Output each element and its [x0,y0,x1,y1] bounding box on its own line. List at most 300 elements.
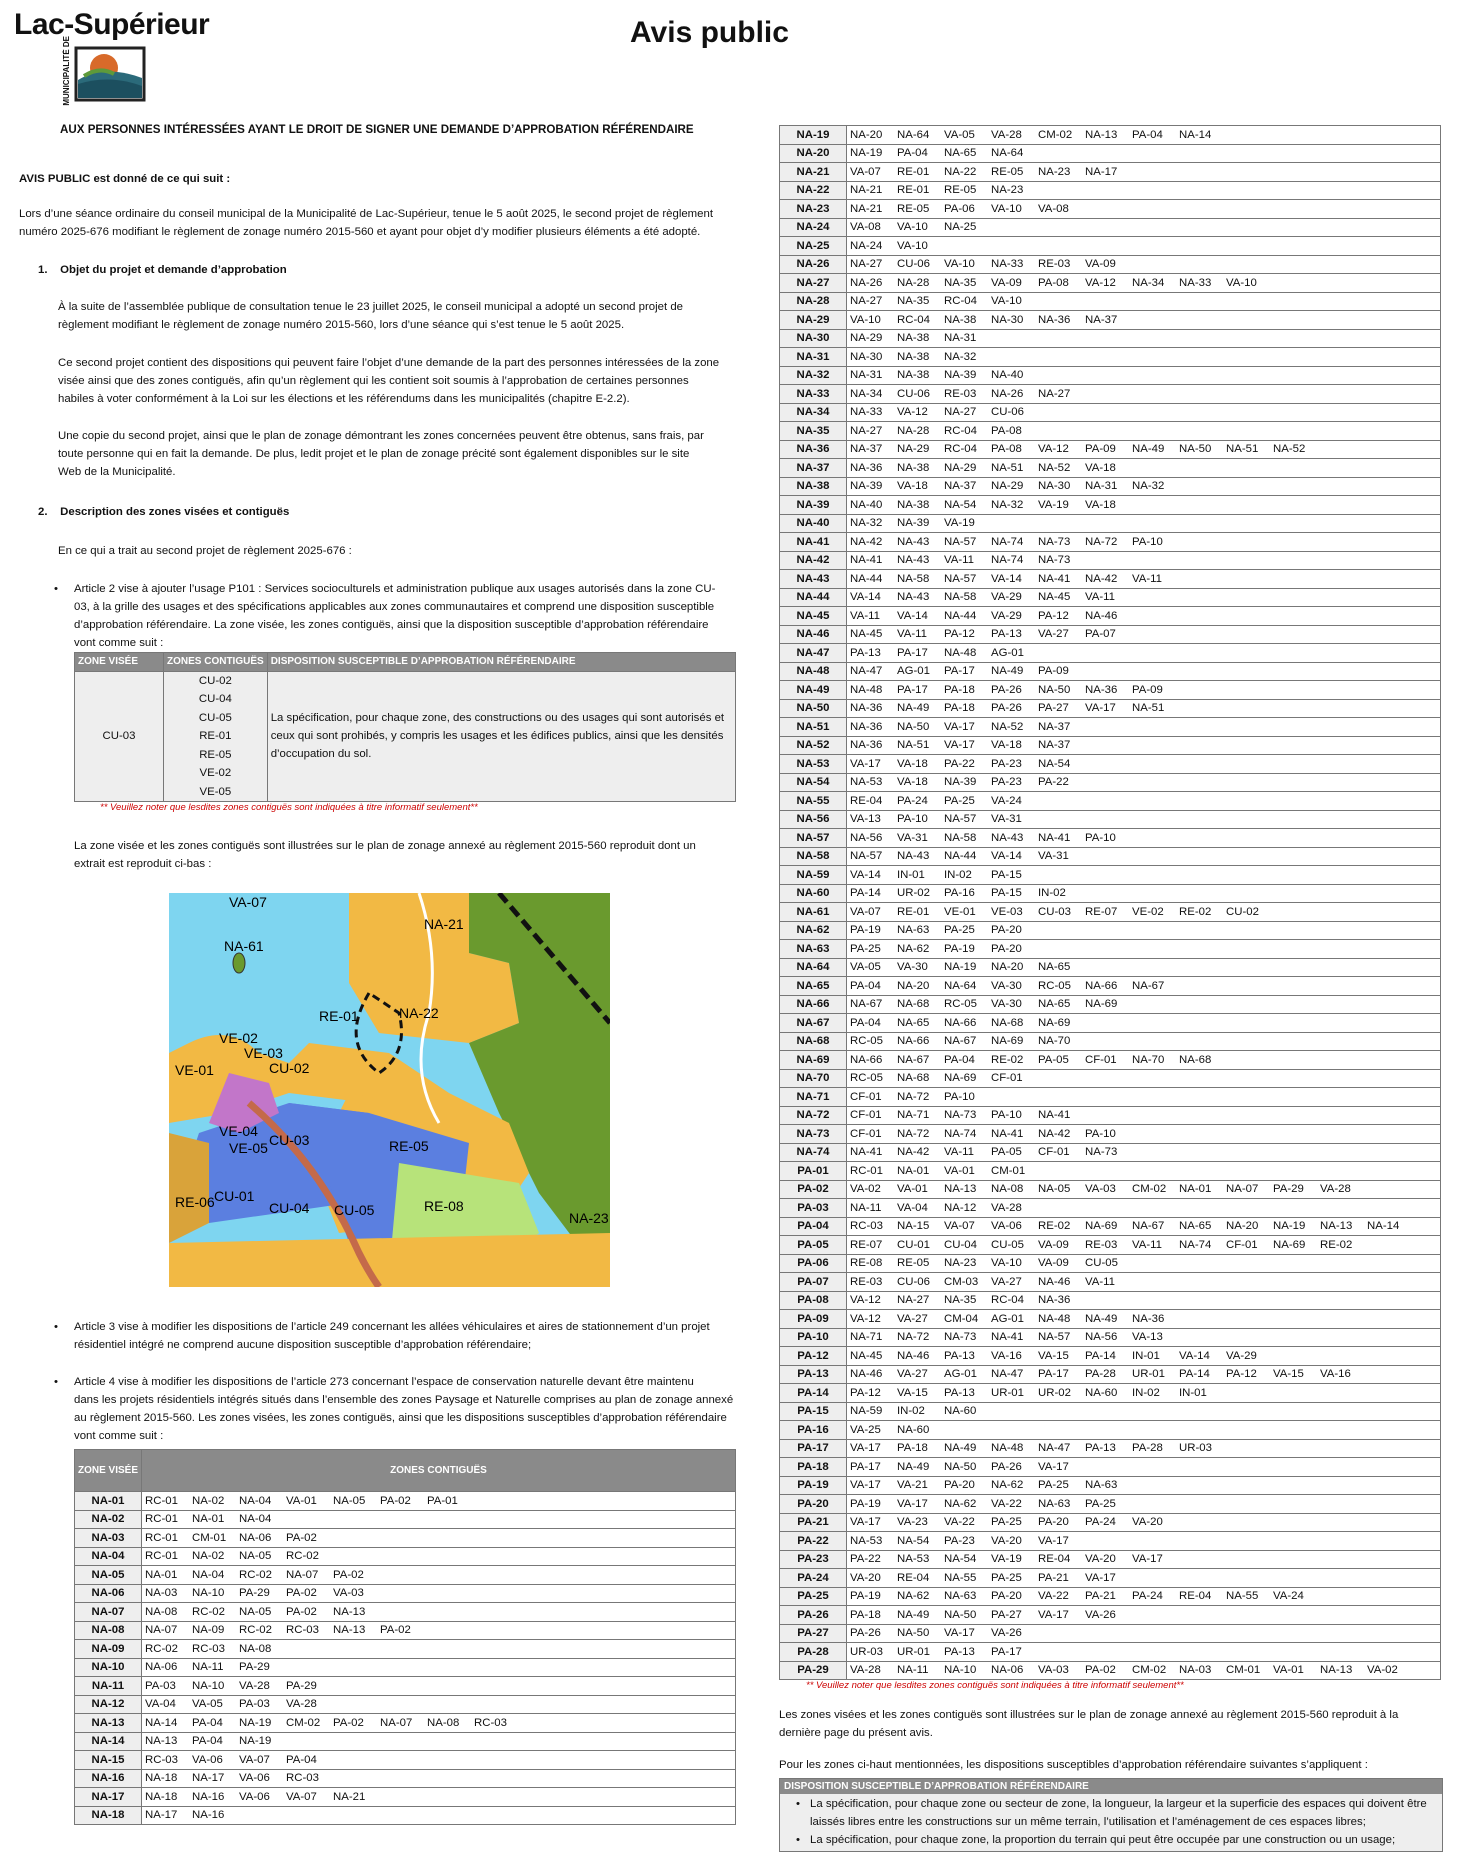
table-row [780,292,1441,311]
table-row [75,1510,736,1529]
table-row [780,1328,1441,1347]
table-row [780,1273,1441,1292]
zones-contigues-cell: NA-18 NA-16 VA-06 VA-07 NA-21 [142,1788,736,1807]
zone-visee-cell: NA-67 [780,1014,847,1033]
table-row [75,1529,736,1548]
disposition-item: La spécification, pour chaque zone, la proportion du terrain qui peut être occupée par une construction ou un usage; [810,1834,1396,1846]
zone-visee-cell: NA-42 [780,551,847,570]
zone-visee-cell: NA-38 [780,477,847,496]
table-row [780,1550,1441,1569]
zones-contigues-cell: NA-45 NA-46 PA-13 VA-16 VA-15 PA-14 IN-01 VA-14 VA-29 [847,1347,1441,1366]
table-row [780,163,1441,182]
t2-header-contig: ZONES CONTIGUËS [142,1450,736,1492]
table-row [780,403,1441,422]
zones-contigues-cell: VA-05 VA-30 NA-19 NA-20 NA-65 [847,958,1441,977]
table-row [780,1032,1441,1051]
table-row [780,718,1441,737]
zones-contigues-cell: NA-08 RC-02 NA-05 PA-02 NA-13 [142,1603,736,1622]
zones-contigues-cell: PA-25 NA-62 PA-19 PA-20 [847,940,1441,959]
section-1-paragraph-1: À la suite de l’assemblée publique de consultation tenue le 23 juillet 2025, le conseil municipal a adopté un second projet de règlement modifiant le règlement de zonage numéro 2015-560, lors d’une séance qui s’est tenue le 5 août 2025. [58,301,684,331]
zones-contigues-cell: PA-26 NA-50 VA-17 VA-26 [847,1624,1441,1643]
map-label: RE-05 [389,1138,429,1154]
article-4-table-right [779,125,1441,1680]
table-row [780,1162,1441,1181]
zone-visee-cell: PA-05 [780,1236,847,1255]
zones-contigues-cell: NA-34 CU-06 RE-03 NA-26 NA-27 [847,385,1441,404]
zones-contigues-cell: VA-13 PA-10 NA-57 VA-31 [847,810,1441,829]
table-row [780,681,1441,700]
zones-contigues-cell: RC-02 RC-03 NA-08 [142,1640,736,1659]
zones-contigues-cell: VA-07 RE-01 NA-22 RE-05 NA-23 NA-17 [847,163,1441,182]
zone-visee-cell: NA-27 [780,274,847,293]
zone-visee-cell: NA-63 [780,940,847,959]
zone-visee-cell: NA-62 [780,921,847,940]
zones-contigues-cell: VA-20 RE-04 NA-55 PA-25 PA-21 VA-17 [847,1569,1441,1588]
zone-visee-cell: NA-23 [780,200,847,219]
map-label: VE-05 [229,1140,268,1156]
table-row [780,1088,1441,1107]
table-row [780,1347,1441,1366]
table-row [75,1547,736,1566]
zone-visee-cell: NA-25 [780,237,847,256]
table-row [780,255,1441,274]
zones-contigues-cell: NA-66 NA-67 PA-04 RE-02 PA-05 CF-01 NA-70 NA-68 [847,1051,1441,1070]
zone-visee-cell: NA-68 [780,1032,847,1051]
table-row [780,1421,1441,1440]
article-2-table [74,652,736,802]
zone-visee-cell: NA-74 [780,1143,847,1162]
table-row [780,736,1441,755]
zones-contigues-cell: UR-03 UR-01 PA-13 PA-17 [847,1643,1441,1662]
table-row [780,1495,1441,1514]
table-row [75,1732,736,1751]
zone-visee-cell: NA-46 [780,625,847,644]
zones-contigues-cell: NA-30 NA-38 NA-32 [847,348,1441,367]
zones-contigues-cell: NA-53 NA-54 PA-23 VA-20 VA-17 [847,1532,1441,1551]
zone-visee-cell: PA-19 [780,1476,847,1495]
map-label: NA-61 [224,938,264,954]
table-row [780,699,1441,718]
table-row [75,1566,736,1585]
map-label: VE-04 [219,1123,258,1139]
zone-visee-cell: PA-24 [780,1569,847,1588]
t2-header-zone: ZONE VISÉE [75,1450,142,1492]
zones-contigues-cell: NA-29 NA-38 NA-31 [847,329,1441,348]
table-row [780,144,1441,163]
zones-contigues-cell: RE-07 CU-01 CU-04 CU-05 VA-09 RE-03 VA-11 NA-74 CF-01 NA-69 RE-02 [847,1236,1441,1255]
zones-contigues-cell: PA-17 NA-49 NA-50 PA-26 VA-17 [847,1458,1441,1477]
zone-visee-cell: NA-10 [75,1658,142,1677]
zones-contigues-cell: VA-10 RC-04 NA-38 NA-30 NA-36 NA-37 [847,311,1441,330]
map-label: VE-01 [175,1062,214,1078]
table-row [780,829,1441,848]
table-row [780,1384,1441,1403]
zone-visee-cell: NA-48 [780,662,847,681]
zone-visee-cell: NA-49 [780,681,847,700]
zone-visee-cell: PA-29 [780,1661,847,1680]
zone-visee-cell: NA-61 [780,903,847,922]
table-row [780,1125,1441,1144]
zone-visee-cell: NA-21 [780,163,847,182]
table-row [780,1180,1441,1199]
table-row [780,200,1441,219]
zones-contigues-cell: NA-26 NA-28 NA-35 VA-09 PA-08 VA-12 NA-34 NA-33 VA-10 [847,274,1441,293]
zone-visee-cell: NA-04 [75,1547,142,1566]
zones-contigues-cell: RC-05 NA-68 NA-69 CF-01 [847,1069,1441,1088]
table-row [780,1254,1441,1273]
table-row [780,1217,1441,1236]
zone-visee-cell: NA-29 [780,311,847,330]
municipality-logo-name: Lac-Supérieur [14,8,210,41]
zone-visee-cell: NA-69 [780,1051,847,1070]
zone-visee-cell: PA-12 [780,1347,847,1366]
zone-visee-cell: PA-25 [780,1587,847,1606]
zones-contigues-cell: NA-41 NA-43 VA-11 NA-74 NA-73 [847,551,1441,570]
table-row [780,662,1441,681]
municipality-logo-icon [74,46,146,102]
zones-contigues-cell: NA-13 PA-04 NA-19 [142,1732,736,1751]
zones-contigues-cell: VA-12 NA-27 NA-35 RC-04 NA-36 [847,1291,1441,1310]
table-row [780,1291,1441,1310]
zone-visee-cell: NA-14 [75,1732,142,1751]
article-4-table-left [74,1449,736,1825]
zone-visee-cell: PA-17 [780,1439,847,1458]
zones-contigues-cell: VA-14 NA-43 NA-58 VA-29 NA-45 VA-11 [847,588,1441,607]
table-row [780,459,1441,478]
zones-contigues-cell: VA-07 RE-01 VE-01 VE-03 CU-03 RE-07 VE-02 RE-02 CU-02 [847,903,1441,922]
zone-visee-cell: NA-50 [780,699,847,718]
zone-visee-cell: NA-55 [780,792,847,811]
zone-visee-cell: PA-22 [780,1532,847,1551]
zones-contigues-cell: VA-04 VA-05 PA-03 VA-28 [142,1695,736,1714]
zoning-map [169,893,610,1287]
zones-contigues-cell: NA-47 AG-01 PA-17 NA-49 PA-09 [847,662,1441,681]
table-row [780,866,1441,885]
zone-visee-cell: PA-09 [780,1310,847,1329]
table-row [780,1365,1441,1384]
table-row [780,1310,1441,1329]
zones-contigues-cell: NA-03 NA-10 PA-29 PA-02 VA-03 [142,1584,736,1603]
zone-visee-cell: NA-65 [780,977,847,996]
zone-visee-cell: NA-58 [780,847,847,866]
zone-visee-cell: PA-28 [780,1643,847,1662]
zones-contigues-cell: NA-59 IN-02 NA-60 [847,1402,1441,1421]
disposition-box [779,1778,1443,1852]
zone-visee-cell: NA-11 [75,1677,142,1696]
zones-contigues-cell: PA-12 VA-15 PA-13 UR-01 UR-02 NA-60 IN-02 IN-01 [847,1384,1441,1403]
table-row [780,1569,1441,1588]
table-row [780,496,1441,515]
zones-contigues-cell: NA-19 PA-04 NA-65 NA-64 [847,144,1441,163]
zone-visee-cell: NA-07 [75,1603,142,1622]
zone-visee-cell: NA-33 [780,385,847,404]
table-row [780,422,1441,441]
zone-visee-cell: NA-71 [780,1088,847,1107]
t1-contig-list: CU-02 CU-04 CU-05 RE-01 RE-05 VE-02 VE-05 [164,671,268,802]
table-row [780,940,1441,959]
zone-visee-cell: PA-03 [780,1199,847,1218]
table-row [780,1458,1441,1477]
zone-visee-cell: NA-01 [75,1492,142,1511]
zones-contigues-cell: VA-08 VA-10 NA-25 [847,218,1441,237]
zones-contigues-cell: PA-13 PA-17 NA-48 AG-01 [847,644,1441,663]
zones-contigues-cell: VA-02 VA-01 NA-13 NA-08 NA-05 VA-03 CM-02 NA-01 NA-07 PA-29 VA-28 [847,1180,1441,1199]
table-row [780,1661,1441,1680]
closing-paragraph-1: Les zones visées et les zones contiguës sont illustrées sur le plan de zonage annexé au règlement 2015-560 reproduit à la dernière page du présent avis. [779,1709,1399,1739]
map-label: CU-04 [269,1200,310,1216]
zones-contigues-cell: VA-25 NA-60 [847,1421,1441,1440]
page-title: Avis public [630,16,789,49]
table-row [780,773,1441,792]
section-2-title: 2. Description des zones visées et contiguës [38,506,290,518]
map-label: RE-08 [424,1198,464,1214]
zone-visee-cell: PA-13 [780,1365,847,1384]
zone-visee-cell: NA-37 [780,459,847,478]
map-label: CU-05 [334,1202,375,1218]
table-row [780,348,1441,367]
zones-contigues-cell: RC-01 NA-01 VA-01 CM-01 [847,1162,1441,1181]
zone-visee-cell: NA-06 [75,1584,142,1603]
article-3-bullet: • Article 3 vise à modifier les dispositions de l’article 249 concernant les allées véhiculaires et aires de stationnement d’un projet résidentiel intégré ne comprend aucune disposition susceptible d’approbation référendaire; [54,1321,710,1351]
table-row [780,588,1441,607]
table-row [780,237,1441,256]
t1-header-contig: ZONES CONTIGUËS [164,653,268,672]
zone-visee-cell: NA-64 [780,958,847,977]
zones-contigues-cell: NA-36 NA-50 VA-17 NA-52 NA-37 [847,718,1441,737]
zone-visee-cell: NA-70 [780,1069,847,1088]
zones-contigues-cell: NA-14 PA-04 NA-19 CM-02 PA-02 NA-07 NA-08 RC-03 [142,1714,736,1733]
disposition-item: La spécification, pour chaque zone ou secteur de zone, la longueur, la largeur et la superficie des espaces qui doivent être laissés libres entre les constructions sur un même terrain, l’utilisation et l’aménagement de ces espaces libres; [810,1798,1427,1828]
zone-visee-cell: NA-57 [780,829,847,848]
zone-visee-cell: NA-26 [780,255,847,274]
zone-visee-cell: NA-39 [780,496,847,515]
zones-contigues-cell: PA-18 NA-49 NA-50 PA-27 VA-17 VA-26 [847,1606,1441,1625]
table-row [780,366,1441,385]
zone-visee-cell: NA-60 [780,884,847,903]
table-row [780,958,1441,977]
zones-contigues-cell: NA-39 VA-18 NA-37 NA-29 NA-30 NA-31 NA-32 [847,477,1441,496]
zones-contigues-cell: RC-03 NA-15 VA-07 VA-06 RE-02 NA-69 NA-67 NA-65 NA-20 NA-19 NA-13 NA-14 [847,1217,1441,1236]
zones-contigues-cell: NA-27 CU-06 VA-10 NA-33 RE-03 VA-09 [847,255,1441,274]
zone-visee-cell: NA-51 [780,718,847,737]
zones-contigues-cell: PA-19 NA-62 NA-63 PA-20 VA-22 PA-21 PA-24 RE-04 NA-55 VA-24 [847,1587,1441,1606]
zone-visee-cell: NA-20 [780,144,847,163]
zones-contigues-cell: NA-20 NA-64 VA-05 VA-28 CM-02 NA-13 PA-04 NA-14 [847,126,1441,145]
map-label: VE-02 [219,1030,258,1046]
section-2-intro: En ce qui a trait au second projet de règlement 2025-676 : [58,545,352,557]
table-row [780,551,1441,570]
table-row [780,1476,1441,1495]
map-label: CU-03 [269,1132,310,1148]
table-row [75,1695,736,1714]
zones-contigues-cell: NA-32 NA-39 VA-19 [847,514,1441,533]
table-row [780,1587,1441,1606]
table-row [75,1584,736,1603]
zone-visee-cell: NA-35 [780,422,847,441]
table-row [780,1106,1441,1125]
article-2-bullet: • Article 2 vise à ajouter l’usage P101 : Services socioculturels et administration publique aux usages autorisés dans la zone CU- 03, à la grille des usages et des spécifications applicables aux zones communautaires et comprend une disposition susceptible d’approbation référendaire. La zone visée, les zones contiguës, ainsi que la disposition susceptible d’approbation référendaire vont comme suit : [54,583,716,649]
zone-visee-cell: PA-23 [780,1550,847,1569]
zone-visee-cell: NA-53 [780,755,847,774]
table-row [75,1658,736,1677]
zone-visee-cell: PA-08 [780,1291,847,1310]
zone-visee-cell: PA-07 [780,1273,847,1292]
table-row [780,218,1441,237]
zones-contigues-cell: VA-14 IN-01 IN-02 PA-15 [847,866,1441,885]
zone-visee-cell: NA-19 [780,126,847,145]
zones-contigues-cell: NA-27 NA-28 RC-04 PA-08 [847,422,1441,441]
zones-contigues-cell: NA-45 VA-11 PA-12 PA-13 VA-27 PA-07 [847,625,1441,644]
table-row [75,1640,736,1659]
table-row [780,1014,1441,1033]
zones-contigues-cell: NA-48 PA-17 PA-18 PA-26 NA-50 NA-36 PA-09 [847,681,1441,700]
zone-visee-cell: NA-47 [780,644,847,663]
zones-contigues-cell: RC-01 NA-01 NA-04 [142,1510,736,1529]
table-row [780,1532,1441,1551]
table-row [75,1788,736,1807]
zones-contigues-cell: RE-04 PA-24 PA-25 VA-24 [847,792,1441,811]
zone-visee-cell: PA-01 [780,1162,847,1181]
table-row [780,533,1441,552]
zone-visee-cell: NA-05 [75,1566,142,1585]
table-row [780,995,1441,1014]
zones-contigues-cell: PA-03 NA-10 VA-28 PA-29 [142,1677,736,1696]
zones-contigues-cell: RC-03 VA-06 VA-07 PA-04 [142,1751,736,1770]
zone-visee-cell: NA-59 [780,866,847,885]
zone-visee-cell: NA-03 [75,1529,142,1548]
zones-contigues-cell: NA-46 VA-27 AG-01 NA-47 PA-17 PA-28 UR-01 PA-14 PA-12 VA-15 VA-16 [847,1365,1441,1384]
zones-contigues-cell: NA-36 NA-38 NA-29 NA-51 NA-52 VA-18 [847,459,1441,478]
table-row [780,810,1441,829]
zones-contigues-cell: NA-42 NA-43 NA-57 NA-74 NA-73 NA-72 PA-10 [847,533,1441,552]
table-row [780,1439,1441,1458]
table-row [780,921,1441,940]
zone-visee-cell: NA-15 [75,1751,142,1770]
map-label: VA-07 [229,894,267,910]
t1-header-zone: ZONE VISÉE [75,653,164,672]
zone-visee-cell: NA-09 [75,1640,142,1659]
zones-contigues-cell: PA-04 NA-20 NA-64 VA-30 RC-05 NA-66 NA-67 [847,977,1441,996]
zone-visee-cell: PA-26 [780,1606,847,1625]
zone-visee-cell: NA-66 [780,995,847,1014]
disposition-list: • La spécification, pour chaque zone ou secteur de zone, la longueur, la largeur et la superficie des espaces qui doivent être laissés libres entre les constructions sur un même terrain, l’utilisation et l’aménagement de ces espaces libres; • La spécification, pour chaque zone, la proportion du terrain qui peut être occupée par une construction ou un usage; [780,1794,1442,1851]
zones-contigues-cell: CF-01 NA-72 NA-74 NA-41 NA-42 PA-10 [847,1125,1441,1144]
zone-visee-cell: NA-52 [780,736,847,755]
zones-contigues-cell: VA-17 VA-21 PA-20 NA-62 PA-25 NA-63 [847,1476,1441,1495]
zones-contigues-cell: NA-67 NA-68 RC-05 VA-30 NA-65 NA-69 [847,995,1441,1014]
map-label: NA-23 [569,1210,609,1226]
table-row [780,126,1441,145]
table-row [780,1236,1441,1255]
table-row [780,1624,1441,1643]
table-row [75,1492,736,1511]
zone-visee-cell: NA-44 [780,588,847,607]
table-row [780,1143,1441,1162]
zones-contigues-cell: RC-01 NA-02 NA-05 RC-02 [142,1547,736,1566]
table-row [75,1751,736,1770]
zone-visee-cell: PA-16 [780,1421,847,1440]
section-1-paragraph-2: Ce second projet contient des dispositions qui peuvent faire l’objet d’une demande de la part des personnes intéressées de la zone visée ainsi que des zones contiguës, afin qu’un règlement qui les contient soit soumis à l’approbation de certaines personnes habiles à voter conformément à la Loi sur les élections et les référendums dans les municipalités (chapitre E-2.2). [58,357,720,405]
table-row [780,1069,1441,1088]
zone-visee-cell: PA-10 [780,1328,847,1347]
table-row [780,181,1441,200]
zone-visee-cell: NA-40 [780,514,847,533]
zones-contigues-cell: NA-07 NA-09 RC-02 RC-03 NA-13 PA-02 [142,1621,736,1640]
table-row [780,385,1441,404]
table-row [780,1051,1441,1070]
table-row [75,1621,736,1640]
zone-visee-cell: PA-14 [780,1384,847,1403]
table-row [780,1199,1441,1218]
zone-visee-cell: NA-17 [75,1788,142,1807]
disposition-header: DISPOSITION SUSCEPTIBLE D’APPROBATION RÉFÉRENDAIRE [780,1779,1442,1794]
zones-contigues-cell: PA-19 VA-17 NA-62 VA-22 NA-63 PA-25 [847,1495,1441,1514]
zones-contigues-cell: VA-17 VA-18 PA-22 PA-23 NA-54 [847,755,1441,774]
table-row [780,1402,1441,1421]
table-row [780,1513,1441,1532]
zone-visee-cell: NA-72 [780,1106,847,1125]
zones-contigues-cell: PA-22 NA-53 NA-54 VA-19 RE-04 VA-20 VA-17 [847,1550,1441,1569]
zones-contigues-cell: NA-21 RE-01 RE-05 NA-23 [847,181,1441,200]
intro-line-1: Lors d’une séance ordinaire du conseil municipal de la Municipalité de Lac-Supérieur, tenue le 5 août 2025, le second projet de règlement [19,208,714,220]
map-label: CU-02 [269,1060,310,1076]
zones-contigues-cell: CF-01 NA-71 NA-73 PA-10 NA-41 [847,1106,1441,1125]
t1-header-disposition: DISPOSITION SUSCEPTIBLE D’APPROBATION RÉFÉRENDAIRE [267,653,735,672]
map-label: RE-06 [175,1194,215,1210]
zones-contigues-cell: NA-37 NA-29 RC-04 PA-08 VA-12 PA-09 NA-49 NA-50 NA-51 NA-52 [847,440,1441,459]
zones-contigues-cell: NA-21 RE-05 PA-06 VA-10 VA-08 [847,200,1441,219]
zones-contigues-cell: NA-56 VA-31 NA-58 NA-43 NA-41 PA-10 [847,829,1441,848]
table-row [780,274,1441,293]
map-label: VE-03 [244,1045,283,1061]
t1-disposition: La spécification, pour chaque zone, des constructions ou des usages qui sont autorisés et ceux qui sont prohibés, y compris les usages et les édifices publics, ainsi que les densités d’occupation du sol. [267,671,735,802]
article-4-bullet: • Article 4 vise à modifier les dispositions de l’article 273 concernant l’espace de conservation naturelle devant être maintenu dans les projets résidentiels intégrés situés dans l’ensemble des zones Paysage et Naturelle comprises au plan de zonage annexé au règlement 2015-560. Les zones visées, les zones contiguës, ainsi que les dispositions susceptibles d’approbation référendaire vont comme suit : [54,1376,734,1442]
table-row [75,1603,736,1622]
table-row [75,1806,736,1825]
avis-public-line: AVIS PUBLIC est donné de ce qui suit : [19,173,231,185]
table-row [780,884,1441,903]
section-1-paragraph-3: Une copie du second projet, ainsi que le plan de zonage démontrant les zones concernées peuvent être obtenus, sans frais, par toute personne qui en fait la demande. De plus, ledit projet et le plan de zonage précité sont également disponibles sur le site Web de la Municipalité. [58,430,704,478]
zones-contigues-cell: NA-33 VA-12 NA-27 CU-06 [847,403,1441,422]
zone-visee-cell: NA-56 [780,810,847,829]
table-row [780,607,1441,626]
table-row [780,847,1441,866]
zones-contigues-cell: PA-19 NA-63 PA-25 PA-20 [847,921,1441,940]
zone-visee-cell: NA-30 [780,329,847,348]
zone-visee-cell: NA-16 [75,1769,142,1788]
zones-contigues-cell: RE-03 CU-06 CM-03 VA-27 NA-46 VA-11 [847,1273,1441,1292]
zones-contigues-cell: NA-11 VA-04 NA-12 VA-28 [847,1199,1441,1218]
zones-contigues-cell: NA-57 NA-43 NA-44 VA-14 VA-31 [847,847,1441,866]
table-row [75,1769,736,1788]
zones-contigues-cell: VA-11 VA-14 NA-44 VA-29 PA-12 NA-46 [847,607,1441,626]
table-row [780,477,1441,496]
zones-contigues-cell: NA-40 NA-38 NA-54 NA-32 VA-19 VA-18 [847,496,1441,515]
table-row [780,329,1441,348]
section-1-title: 1. Objet du projet et demande d’approbation [38,264,287,276]
zone-visee-cell: PA-20 [780,1495,847,1514]
zone-visee-cell: NA-54 [780,773,847,792]
zones-contigues-cell: VA-28 NA-11 NA-10 NA-06 VA-03 PA-02 CM-02 NA-03 CM-01 VA-01 NA-13 VA-02 [847,1661,1441,1680]
zone-visee-cell: NA-32 [780,366,847,385]
zone-visee-cell: NA-43 [780,570,847,589]
map-label: NA-22 [399,1005,439,1021]
zones-contigues-cell: NA-36 NA-49 PA-18 PA-26 PA-27 VA-17 NA-51 [847,699,1441,718]
zones-contigues-cell: NA-53 VA-18 NA-39 PA-23 PA-22 [847,773,1441,792]
zones-contigues-cell: NA-27 NA-35 RC-04 VA-10 [847,292,1441,311]
zone-visee-cell: PA-02 [780,1180,847,1199]
map-label: RE-01 [319,1008,359,1024]
